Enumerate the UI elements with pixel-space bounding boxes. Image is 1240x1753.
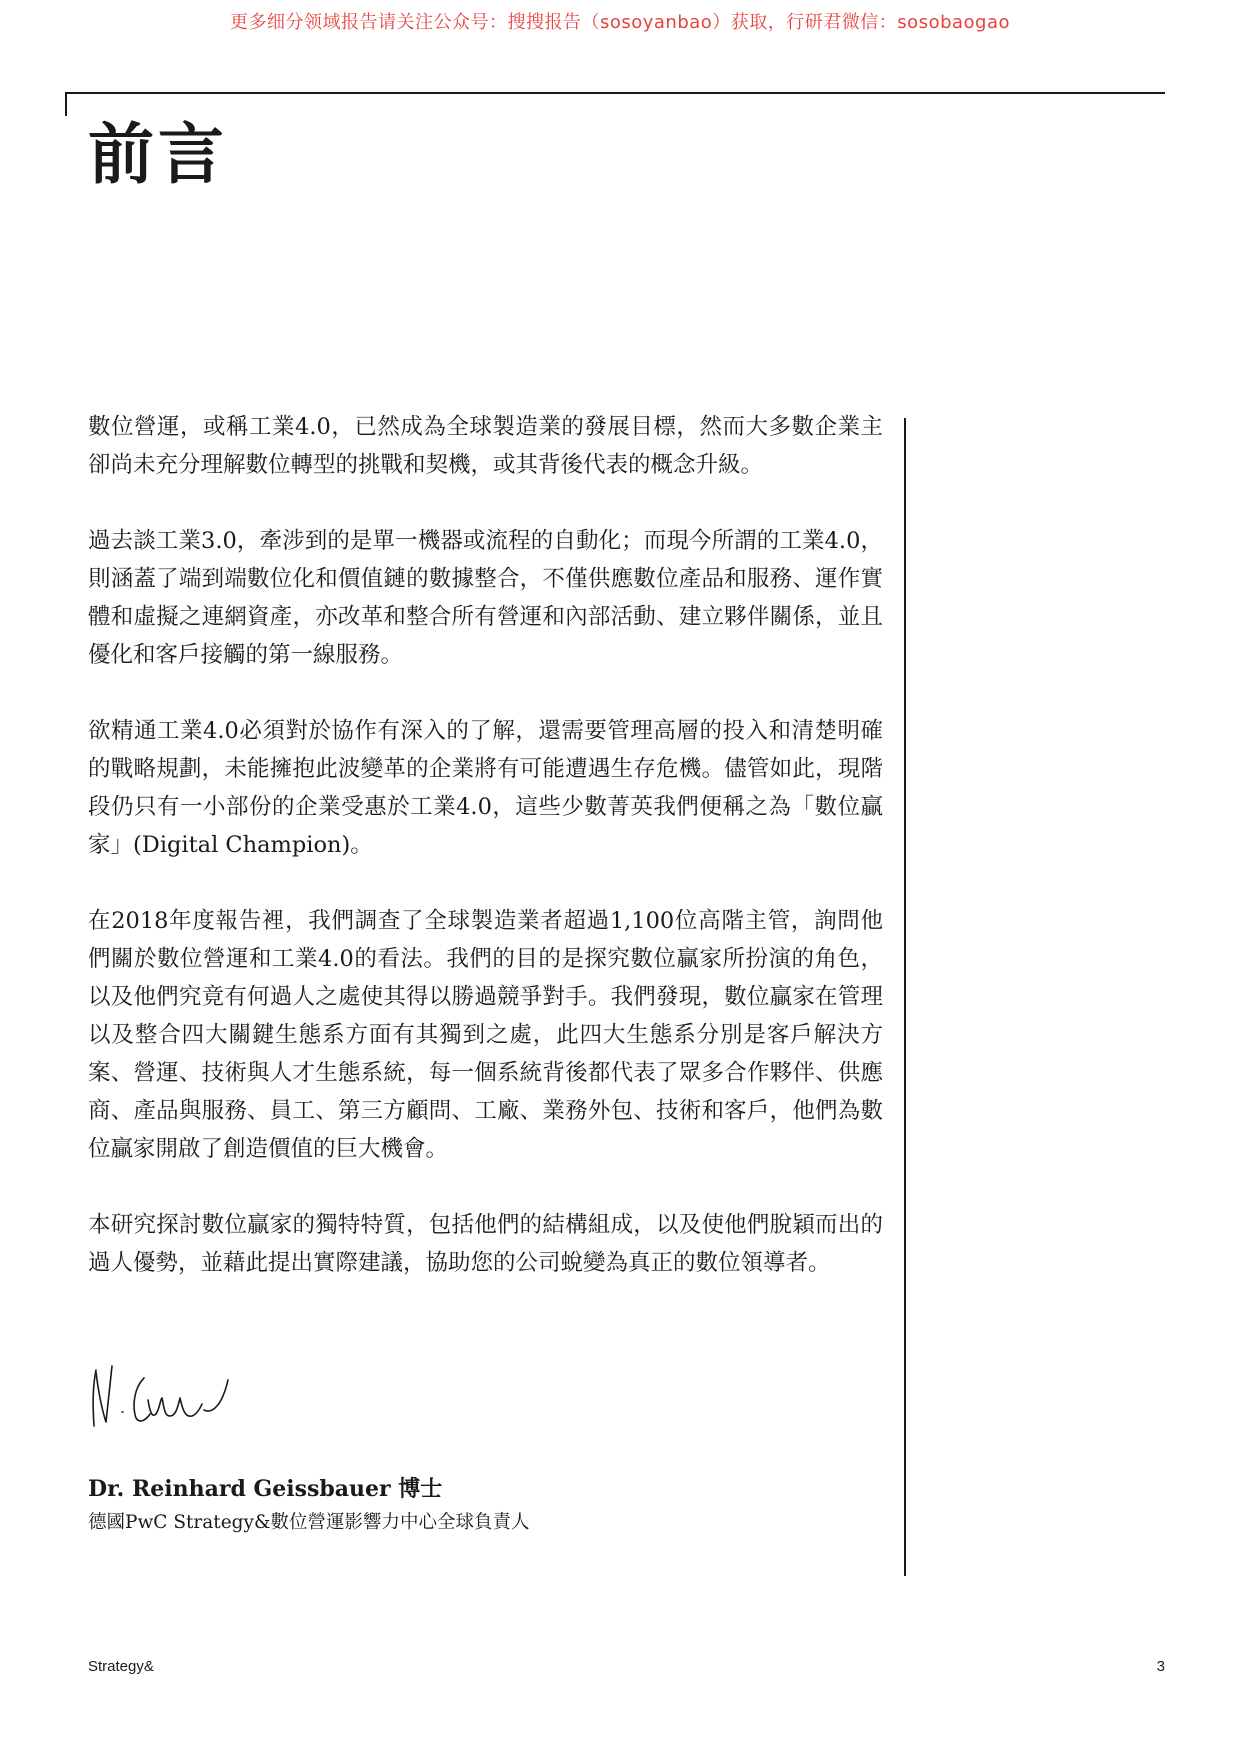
footer-brand: Strategy&: [88, 1658, 154, 1675]
page-number: 3: [1156, 1658, 1165, 1675]
paragraph-5: 本研究探討數位贏家的獨特特質，包括他們的結構組成，以及使他們脫穎而出的過人優勢，並藉此提出實際建議，協助您的公司蛻變為真正的數位領導者。: [88, 1212, 883, 1276]
body-text: [88, 408, 883, 1320]
signatory-title: 德國PwC Strategy&數位營運影響力中心全球負責人: [88, 1512, 530, 1533]
paragraph-2: 過去談工業3.0，牽涉到的是單一機器或流程的自動化；而現今所謂的工業4.0，則涵蓋了端到端數位化和價值鏈的數據整合，不僅供應數位產品和服務、運作實體和虛擬之連網資產，亦改革和整合所有營運和內部活動、建立夥伴關係，並且優化和客戶接觸的第一線服務。: [88, 528, 883, 668]
top-divider-rule: [65, 92, 1165, 94]
paragraph-3: 欲精通工業4.0必須對於協作有深入的了解，還需要管理高層的投入和清楚明確的戰略規劃，未能擁抱此波變革的企業將有可能遭遇生存危機。儘管如此，現階段仍只有一小部份的企業受惠於工業4.0，這些少數菁英我們便稱之為「數位贏家」(Digital Champion)。: [88, 718, 883, 858]
vertical-divider-rule: [904, 418, 906, 1576]
paragraph-4: 在2018年度報告裡，我們調查了全球製造業者超過1,100位高階主管，詢問他們關於數位營運和工業4.0的看法。我們的目的是探究數位贏家所扮演的角色，以及他們究竟有何過人之處使其得以勝過競爭對手。我們發現，數位贏家在管理以及整合四大關鍵生態系方面有其獨到之處，此四大生態系分別是客戶解決方案、營運、技術與人才生態系統，每一個系統背後都代表了眾多合作夥伴、供應商、產品與服務、員工、第三方顧問、工廠、業務外包、技術和客戶，他們為數位贏家開啟了創造價值的巨大機會。: [88, 908, 883, 1162]
corner-tick-mark: [65, 92, 67, 116]
paragraph-1: 數位營運，或稱工業4.0，已然成為全球製造業的發展目標，然而大多數企業主卻尚未充分理解數位轉型的挑戰和契機，或其背後代表的概念升級。: [88, 414, 883, 478]
watermark-banner: 更多细分领域报告请关注公众号：搜搜报告（sosoyanbao）获取，行研君微信：sosobaogao: [229, 12, 1011, 33]
handwritten-signature: [88, 1360, 258, 1432]
page-title: 前言: [88, 115, 228, 193]
signatory-name: Dr. Reinhard Geissbauer 博士: [88, 1476, 443, 1502]
